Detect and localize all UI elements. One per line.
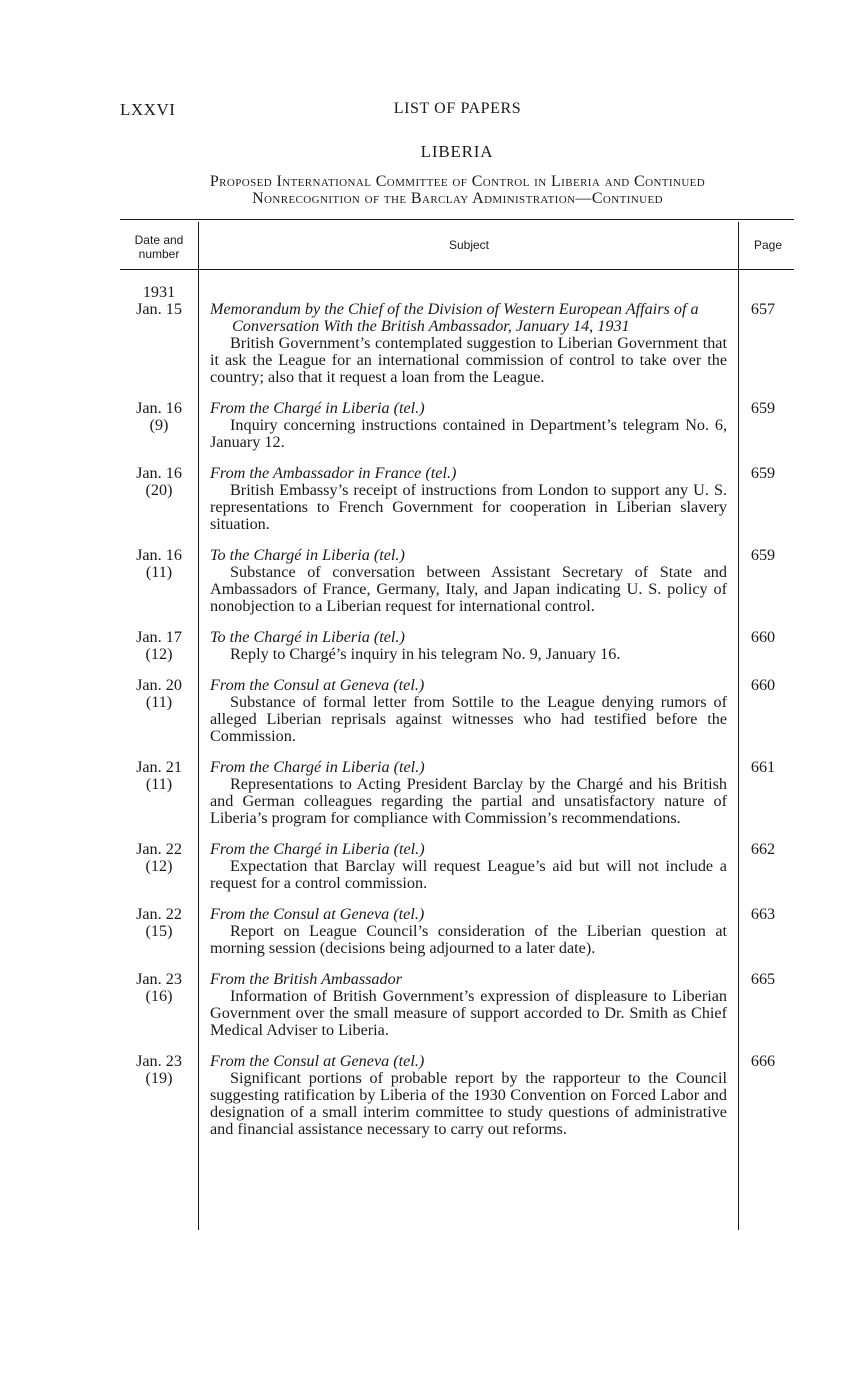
entry-page: 660 [750, 628, 776, 646]
table-row [120, 1053, 800, 1138]
table-row [120, 629, 800, 663]
entry-heading: Memorandum by the Chief of the Division of Western European Affairs of a Conversation With the British Ambassador, January 14, 1931 [210, 300, 699, 335]
entry-page: 659 [750, 546, 776, 564]
entry-number: (11) [145, 693, 173, 711]
entry-number: (19) [145, 1069, 173, 1087]
entry-page: 663 [750, 905, 776, 923]
entry-date: Jan. 16 [136, 399, 182, 417]
entry-date: Jan. 20 [136, 676, 182, 694]
entry-summary: Reply to Chargé’s inquiry in his telegram No. 9, January 16. [230, 645, 621, 663]
entry-summary: Report on League Council’s consideration of the Liberian question at morning session (decisions being adjourned to a later date). [210, 922, 727, 957]
table-row [120, 400, 800, 451]
table-top-rule [120, 219, 794, 220]
entry-summary: Significant portions of probable report by the rapporteur to the Council suggesting ratification by Liberia of the 1930 Convention on Forced Labor and designation of a small interim committee to study questions of administrative and financial assistance necessary to carry out reforms. [210, 1069, 727, 1138]
entry-number: (9) [149, 416, 169, 434]
section-title-line-2: Nonrecognition of the Barclay Administration—Continued [252, 190, 663, 207]
entry-page: 665 [750, 970, 776, 988]
entry-heading: From the Consul at Geneva (tel.) [210, 676, 425, 694]
entry-summary: Expectation that Barclay will request League’s aid but will not include a request for a control commission. [210, 857, 727, 892]
entry-date: Jan. 17 [136, 628, 182, 646]
entry-heading: From the Chargé in Liberia (tel.) [210, 399, 425, 417]
country-heading: LIBERIA [420, 142, 494, 161]
table-row [120, 906, 800, 957]
table-row [120, 759, 800, 827]
table-row [120, 465, 800, 533]
entry-summary: Information of British Government’s expression of displeasure to Liberian Government over the small measure of support accorded to Dr. Smith as Chief Medical Adviser to Liberia. [210, 987, 727, 1039]
entry-date: Jan. 22 [136, 840, 182, 858]
page-folio: LXXVI [120, 100, 176, 119]
running-head [120, 100, 795, 124]
entry-number: (20) [145, 481, 173, 499]
section-title-line-1: Proposed International Committee of Control in Liberia and Continued [209, 173, 706, 190]
entry-number: (12) [145, 857, 173, 875]
table-row [120, 547, 800, 615]
entry-date: Jan. 21 [136, 758, 182, 776]
entry-date: Jan. 16 [136, 546, 182, 564]
entry-summary: Inquiry concerning instructions contained in Department’s telegram No. 6, January 12. [210, 416, 727, 451]
entry-page: 657 [750, 300, 776, 318]
entry-date: Jan. 22 [136, 905, 182, 923]
entry-date: Jan. 23 [136, 1052, 182, 1070]
column-header-date: Date and number [134, 233, 184, 261]
entry-page: 661 [750, 758, 776, 776]
entry-page: 660 [750, 676, 776, 694]
entry-summary: Representations to Acting President Barclay by the Chargé and his British and German colleagues regarding the partial and unsatisfactory nature of Liberia’s program for compliance with Commission’s recommendations. [210, 775, 727, 827]
entry-heading: From the British Ambassador [210, 970, 403, 988]
entry-date: Jan. 23 [136, 970, 182, 988]
entry-summary: Substance of conversation between Assistant Secretary of State and Ambassadors of France, Germany, Italy, and Japan indicating U. S. policy of nonobjection to a Liberian request for international control. [210, 563, 727, 615]
entry-heading: To the Chargé in Liberia (tel.) [210, 546, 405, 564]
entry-page: 666 [750, 1052, 776, 1070]
entry-date: Jan. 16 [136, 464, 182, 482]
entries-list [120, 284, 800, 1152]
entry-number: (12) [145, 645, 173, 663]
entry-heading: From the Consul at Geneva (tel.) [210, 1052, 425, 1070]
year-label: 1931 [142, 283, 176, 301]
table-row [120, 677, 800, 745]
entry-summary: Substance of formal letter from Sottile to the League denying rumors of alleged Liberian reprisals against witnesses who had testified before the Commission. [210, 693, 727, 745]
entry-page: 662 [750, 840, 776, 858]
table-header-rule [120, 269, 794, 270]
entry-heading: From the Consul at Geneva (tel.) [210, 905, 425, 923]
entry-summary: British Government’s contemplated suggestion to Liberian Government that it ask the League for an international commission of control to take over the country; also that it request a loan from the League. [210, 334, 727, 386]
entry-page: 659 [750, 464, 776, 482]
running-title: LIST OF PAPERS [393, 100, 522, 117]
entry-summary: British Embassy’s receipt of instructions from London to support any U. S. representations to French Government for cooperation in Liberian slavery situation. [210, 481, 727, 533]
table-row [120, 284, 800, 386]
entry-date: Jan. 15 [136, 300, 182, 318]
entry-heading: From the Chargé in Liberia (tel.) [210, 840, 425, 858]
section-title [110, 173, 805, 207]
entry-number: (11) [145, 563, 173, 581]
table-row [120, 841, 800, 892]
entry-number: (11) [145, 775, 173, 793]
entry-number: (15) [145, 922, 173, 940]
entry-heading: From the Ambassador in France (tel.) [210, 464, 457, 482]
entry-page: 659 [750, 399, 776, 417]
entry-heading: To the Chargé in Liberia (tel.) [210, 628, 405, 646]
column-header-page: Page [753, 238, 783, 252]
entry-number: (16) [145, 987, 173, 1005]
entry-heading: From the Chargé in Liberia (tel.) [210, 758, 425, 776]
table-row [120, 971, 800, 1039]
column-header-subject: Subject [448, 238, 490, 252]
